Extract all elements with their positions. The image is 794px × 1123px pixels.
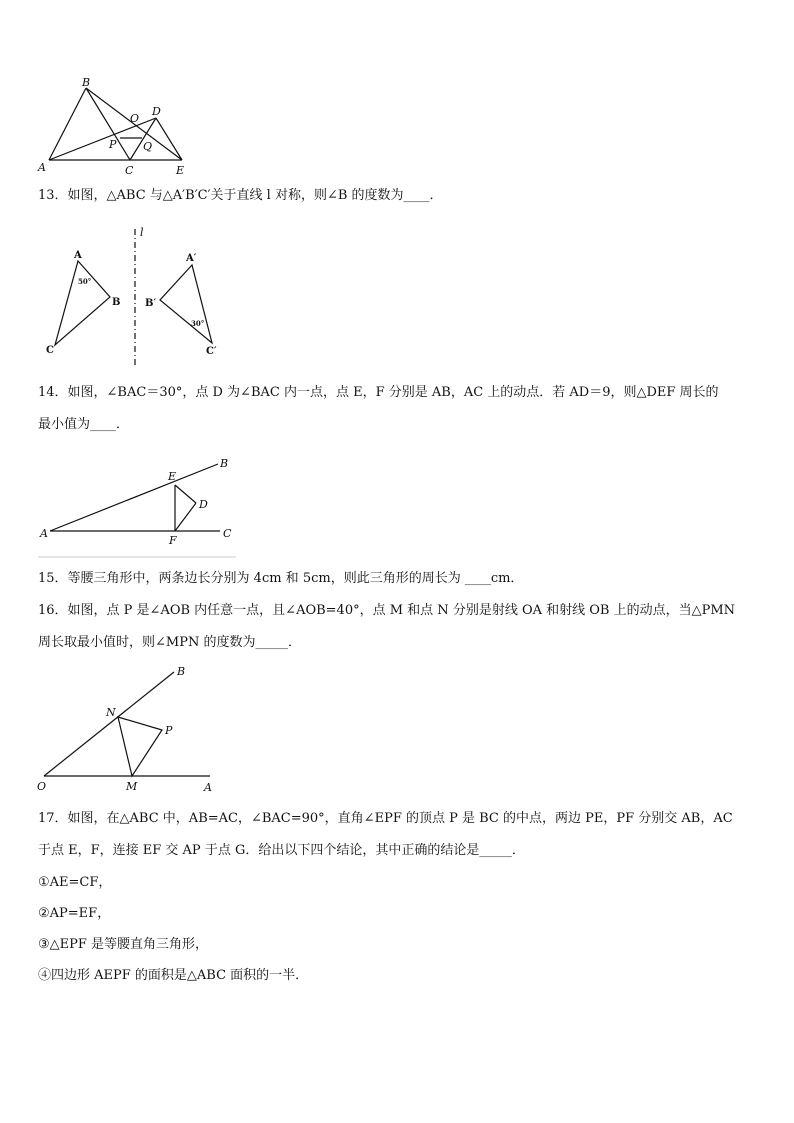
q17-option-3: ③△EPF 是等腰直角三角形， xyxy=(38,937,209,952)
figure-q13 xyxy=(40,225,240,365)
label-a: A xyxy=(38,161,46,174)
triangle-pmn xyxy=(118,717,162,776)
label-p: P xyxy=(165,724,173,737)
label-c2: C′ xyxy=(206,346,217,357)
ray-ab xyxy=(50,464,218,531)
q14-line2: 最小值为____． xyxy=(38,417,130,432)
segment-ad xyxy=(49,118,156,160)
label-a: A xyxy=(74,250,82,261)
triangle-a2b2c2 xyxy=(160,265,212,343)
label-d: D xyxy=(199,498,208,511)
label-a2: A′ xyxy=(186,253,197,264)
label-q: Q xyxy=(143,140,153,153)
segment-df xyxy=(175,503,196,531)
label-f: F xyxy=(169,534,177,547)
label-n: N xyxy=(106,706,116,719)
label-c: C xyxy=(223,527,232,540)
label-l: l xyxy=(140,226,144,239)
q17-line2: 于点 E，F，连接 EF 交 AP 于点 G．给出以下四个结论，其中正确的结论是_____． xyxy=(38,843,525,858)
label-b: B xyxy=(220,457,229,470)
q15-text: 15．等腰三角形中，两条边长分别为 4cm 和 5cm，则此三角形的周长为 ____cm． xyxy=(38,571,524,586)
label-a: A xyxy=(40,527,48,540)
q13-text: 13．如图，△ABC 与△A′B′C′关于直线 l 对称，则∠B 的度数为____． xyxy=(38,188,443,203)
label-b2: B′ xyxy=(145,298,157,309)
label-o: O xyxy=(37,780,47,793)
segment-de xyxy=(156,118,182,160)
segment-ab xyxy=(49,88,86,160)
q16-line2: 周长取最小值时，则∠MPN 的度数为_____． xyxy=(38,635,301,650)
label-o: O xyxy=(130,112,140,125)
label-b: B xyxy=(112,297,121,308)
label-a: A xyxy=(204,781,212,794)
q17-option-2: ②AP=EF， xyxy=(38,906,111,921)
segment-bc xyxy=(86,88,130,160)
label-d: D xyxy=(152,105,161,118)
angle-c-value: 30° xyxy=(191,319,205,328)
q14-line1: 14．如图，∠BAC＝30°，点 D 为∠BAC 内一点，点 E，F 分别是 AB，AC 上的动点．若 AD＝9，则△DEF 周长的 xyxy=(38,385,719,400)
label-e: E xyxy=(168,470,177,483)
label-c: C xyxy=(125,164,134,177)
figure-q14 xyxy=(36,455,246,560)
label-c: C xyxy=(46,345,54,356)
q17-line1: 17．如图，在△ABC 中，AB=AC，∠BAC=90°，直角∠EPF 的顶点 P 是 BC 的中点，两边 PE，PF 分别交 AB，AC xyxy=(38,811,733,826)
figure-q16 xyxy=(34,664,224,796)
q17-option-1: ①AE=CF， xyxy=(38,875,112,890)
label-p: P xyxy=(109,138,117,151)
triangle-abc xyxy=(55,261,110,345)
label-e: E xyxy=(176,164,185,177)
segment-ed xyxy=(175,485,196,503)
label-m: M xyxy=(126,780,138,793)
q17-option-4: ④四边形 AEPF 的面积是△ABC 面积的一半． xyxy=(38,968,309,983)
angle-a-value: 50° xyxy=(78,277,92,286)
figure-q12 xyxy=(30,76,200,176)
ray-ob xyxy=(44,672,174,776)
label-b: B xyxy=(82,76,91,89)
label-b: B xyxy=(177,665,186,678)
q16-line1: 16．如图，点 P 是∠AOB 内任意一点，且∠AOB=40°，点 M 和点 N 分别是射线 OA 和射线 OB 上的动点，当△PMN xyxy=(38,603,736,618)
